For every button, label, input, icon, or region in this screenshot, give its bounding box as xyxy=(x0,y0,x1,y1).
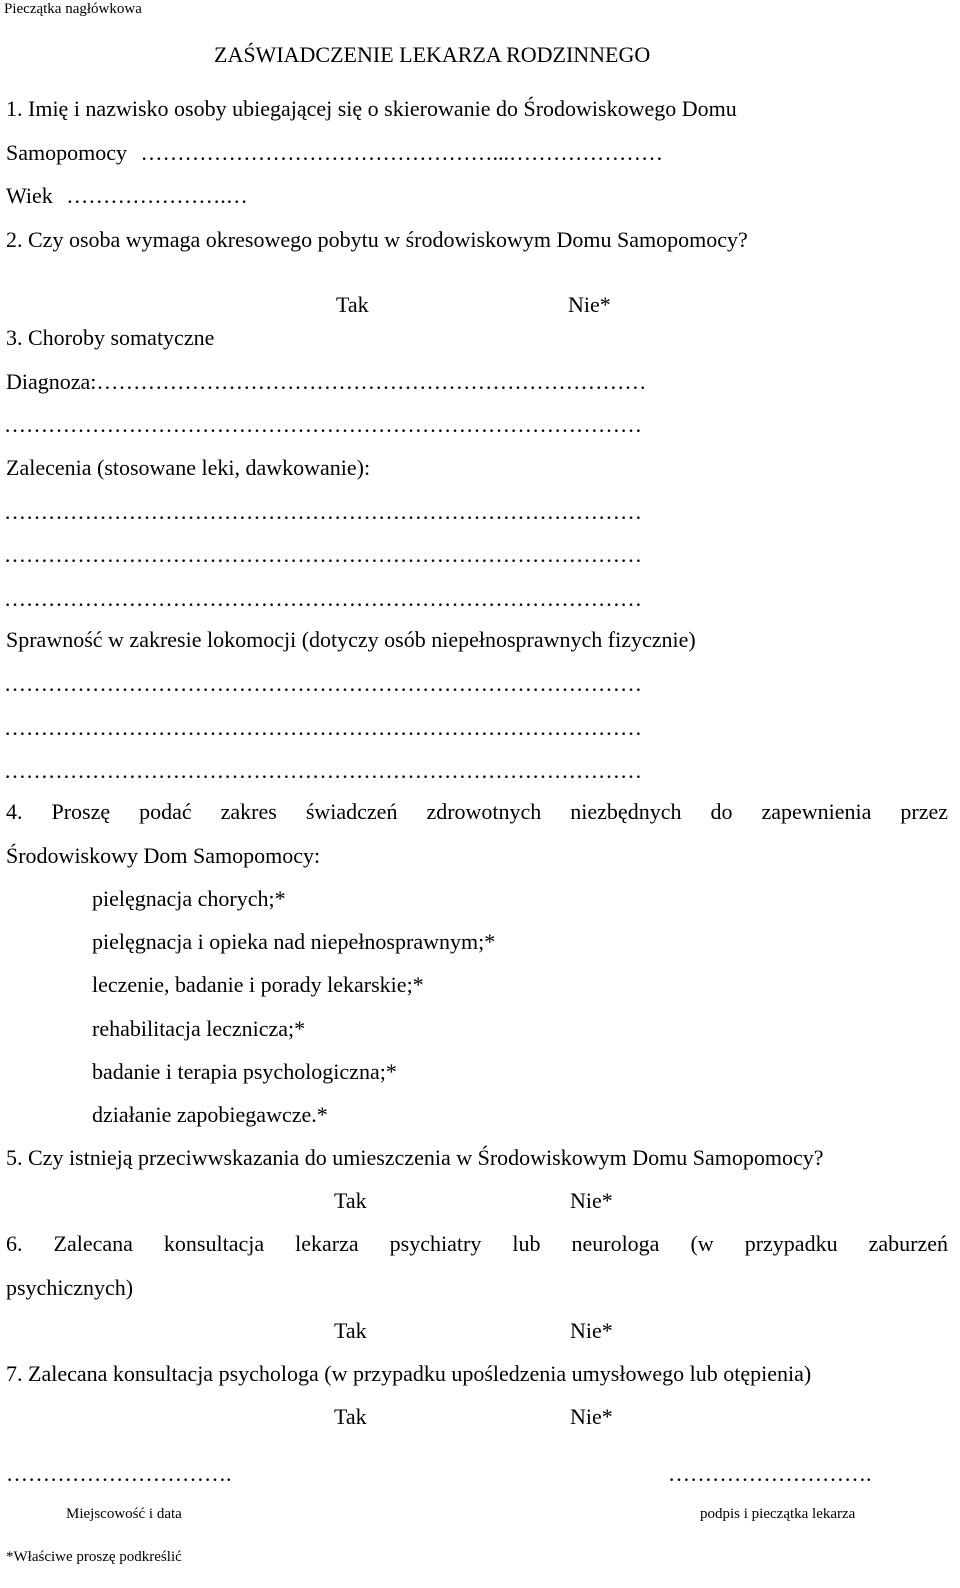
q1-name-line xyxy=(6,140,663,166)
q6-yes-option[interactable]: Tak xyxy=(334,1318,367,1343)
q1-age-line xyxy=(6,183,248,209)
signature-dots[interactable]: ………………………. xyxy=(668,1461,872,1486)
q4-option-2[interactable]: pielęgnacja i opieka nad niepełnosprawnym;* xyxy=(92,929,496,954)
q3-diagnosis-dots[interactable]: ………………………………………………………………… xyxy=(96,369,647,394)
q1-age-dots[interactable]: ………………….… xyxy=(66,183,248,208)
q5-text: 5. Czy istnieją przeciwwskazania do umieszczenia w Środowiskowym Domu Samopomocy? xyxy=(6,1145,824,1170)
q3-diagnosis-line xyxy=(6,369,646,395)
q3-mobility-label: Sprawność w zakresie lokomocji (dotyczy osób niepełnosprawnych fizycznie) xyxy=(6,627,696,652)
q5-no-option[interactable]: Nie* xyxy=(570,1188,613,1213)
q3-mobility-line-3[interactable]: …………………………………………………………………………… xyxy=(4,758,642,783)
q6-text-line2: psychicznych) xyxy=(6,1275,134,1300)
q4-text-line2: Środowiskowy Dom Samopomocy: xyxy=(6,843,321,868)
signature-label: podpis i pieczątka lekarza xyxy=(700,1506,856,1522)
q4-option-5[interactable]: badanie i terapia psychologiczna;* xyxy=(92,1059,397,1084)
q2-text: 2. Czy osoba wymaga okresowego pobytu w środowiskowym Domu Samopomocy? xyxy=(6,227,748,252)
q1-text: 1. Imię i nazwisko osoby ubiegającej się o skierowanie do Środowiskowego Domu xyxy=(6,96,737,121)
header-stamp-label: Pieczątka nagłówkowa xyxy=(4,1,142,17)
q6-text-line1 xyxy=(6,1231,948,1257)
q5-yes-option[interactable]: Tak xyxy=(334,1188,367,1213)
q4-option-4[interactable]: rehabilitacja lecznicza;* xyxy=(92,1016,306,1041)
q3-recommendations-line-2[interactable]: …………………………………………………………………………… xyxy=(4,542,642,567)
q3-recommendations-label: Zalecenia (stosowane leki, dawkowanie): xyxy=(6,455,371,480)
q1-age-label: Wiek xyxy=(6,183,53,208)
place-date-label: Miejscowość i data xyxy=(66,1506,182,1522)
q4-option-6[interactable]: działanie zapobiegawcze.* xyxy=(92,1102,328,1127)
q3-diagnosis-label: Diagnoza: xyxy=(6,369,97,394)
q1-name-dots[interactable]: …………………………………………...………………… xyxy=(140,140,663,165)
q4-option-1[interactable]: pielęgnacja chorych;* xyxy=(92,886,286,911)
q4-option-3[interactable]: leczenie, badanie i porady lekarskie;* xyxy=(92,972,424,997)
q7-text: 7. Zalecana konsultacja psychologa (w przypadku upośledzenia umysłowego lub otępienia) xyxy=(6,1361,812,1386)
q7-no-option[interactable]: Nie* xyxy=(570,1404,613,1429)
q3-mobility-line-2[interactable]: …………………………………………………………………………… xyxy=(4,715,642,740)
q3-text: 3. Choroby somatyczne xyxy=(6,325,215,350)
q2-yes-option[interactable]: Tak xyxy=(336,292,369,317)
q3-diagnosis-line2[interactable]: …………………………………………………………………………… xyxy=(4,412,642,437)
q3-mobility-line-1[interactable]: …………………………………………………………………………… xyxy=(4,671,642,696)
q6-text-line1-content: 6. Zalecana konsultacja lekarza psychiatry lub neurologa (w przypadku zaburzeń xyxy=(6,1231,948,1256)
q4-text-line1 xyxy=(6,799,948,825)
place-date-dots[interactable]: …………………………. xyxy=(6,1461,232,1486)
document-title: ZAŚWIADCZENIE LEKARZA RODZINNEGO xyxy=(214,42,651,67)
q4-text-line1-content: 4. Proszę podać zakres świadczeń zdrowotnych niezbędnych do zapewnienia przez xyxy=(6,799,948,824)
q7-yes-option[interactable]: Tak xyxy=(334,1404,367,1429)
q3-recommendations-line-3[interactable]: …………………………………………………………………………… xyxy=(4,586,642,611)
q3-recommendations-line-1[interactable]: …………………………………………………………………………… xyxy=(4,499,642,524)
footnote: *Właściwe proszę podkreślić xyxy=(6,1549,182,1565)
q2-no-option[interactable]: Nie* xyxy=(568,292,611,317)
q6-no-option[interactable]: Nie* xyxy=(570,1318,613,1343)
q1-line2-label: Samopomocy xyxy=(6,140,127,165)
